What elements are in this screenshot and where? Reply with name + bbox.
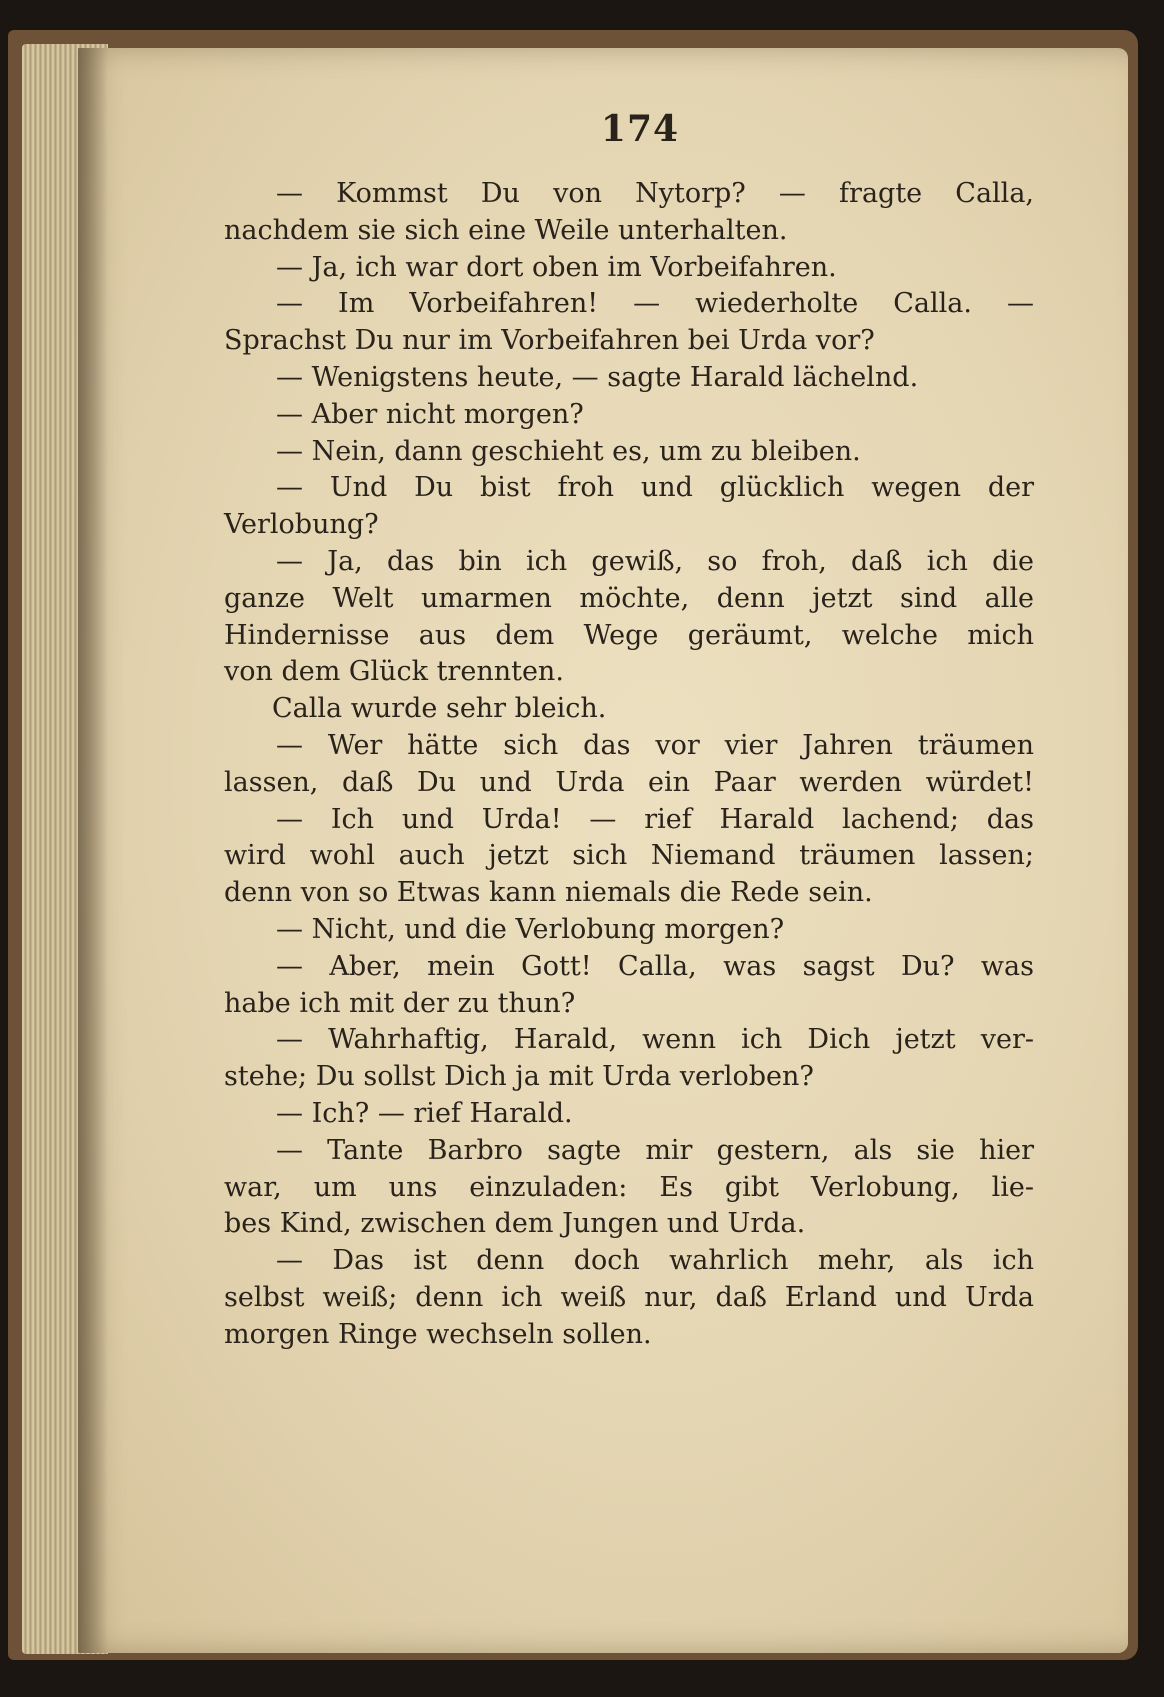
text-line: Sprachst Du nur im Vorbeifahren bei Urda vor? xyxy=(224,325,875,357)
text-line: Verlobung? xyxy=(224,509,379,541)
text-line: morgen Ringe wechseln sollen. xyxy=(224,1318,652,1350)
text-line: — Ja, das bin ich gewiß, so froh, daß ich die xyxy=(276,545,1034,577)
text-line: — Und Du bist froh und glücklich wegen der xyxy=(276,472,1034,504)
text-line: — Nicht, und die Verlobung morgen? xyxy=(276,913,785,945)
text-line: nachdem sie sich eine Weile unterhalten. xyxy=(224,214,788,246)
text-line: von dem Glück trennten. xyxy=(224,656,564,688)
text-line: — Aber nicht morgen? xyxy=(276,398,584,430)
text-line: — Ich und Urda! — rief Harald lachend; das xyxy=(276,803,1034,835)
text-line: — Aber, mein Gott! Calla, was sagst Du? was xyxy=(276,950,1034,982)
text-line: ganze Welt umarmen möchte, denn jetzt sind alle xyxy=(224,582,1034,614)
text-line: bes Kind, zwischen dem Jungen und Urda. xyxy=(224,1208,806,1240)
text-line: Calla wurde sehr bleich. xyxy=(272,693,607,725)
text-line: — Das ist denn doch wahrlich mehr, als ich xyxy=(276,1245,1034,1277)
text-line: — Wahrhaftig, Harald, wenn ich Dich jetzt ver- xyxy=(276,1024,1034,1056)
text-line: war, um uns einzuladen: Es gibt Verlobung, lie- xyxy=(224,1171,1034,1203)
text-line: — Nein, dann geschieht es, um zu bleiben. xyxy=(276,435,861,467)
text-line: stehe; Du sollst Dich ja mit Urda verloben? xyxy=(224,1061,814,1093)
text-line: — Im Vorbeifahren! — wiederholte Calla. — xyxy=(276,288,1034,320)
text-line: — Tante Barbro sagte mir gestern, als sie hier xyxy=(276,1134,1034,1166)
text-line: — Wer hätte sich das vor vier Jahren träumen xyxy=(276,729,1034,761)
text-line: lassen, daß Du und Urda ein Paar werden würdet! xyxy=(224,766,1034,798)
gutter-shadow xyxy=(78,48,108,1653)
text-line: selbst weiß; denn ich weiß nur, daß Erland und Urda xyxy=(224,1281,1034,1313)
page-number: 174 xyxy=(600,108,680,150)
text-line: — Kommst Du von Nytorp? — fragte Calla, xyxy=(276,178,1034,209)
text-line: — Ja, ich war dort oben im Vorbeifahren. xyxy=(276,251,837,283)
text-line: Hindernisse aus dem Wege geräumt, welche mich xyxy=(224,619,1034,651)
body-text xyxy=(224,176,1034,1354)
text-line: — Wenigstens heute, — sagte Harald lächelnd. xyxy=(276,361,919,393)
text-line: wird wohl auch jetzt sich Niemand träumen lassen; xyxy=(224,840,1034,872)
text-line: habe ich mit der zu thun? xyxy=(224,987,576,1019)
text-line: denn von so Etwas kann niemals die Rede sein. xyxy=(224,877,873,909)
text-line: — Ich? — rief Harald. xyxy=(276,1097,573,1129)
